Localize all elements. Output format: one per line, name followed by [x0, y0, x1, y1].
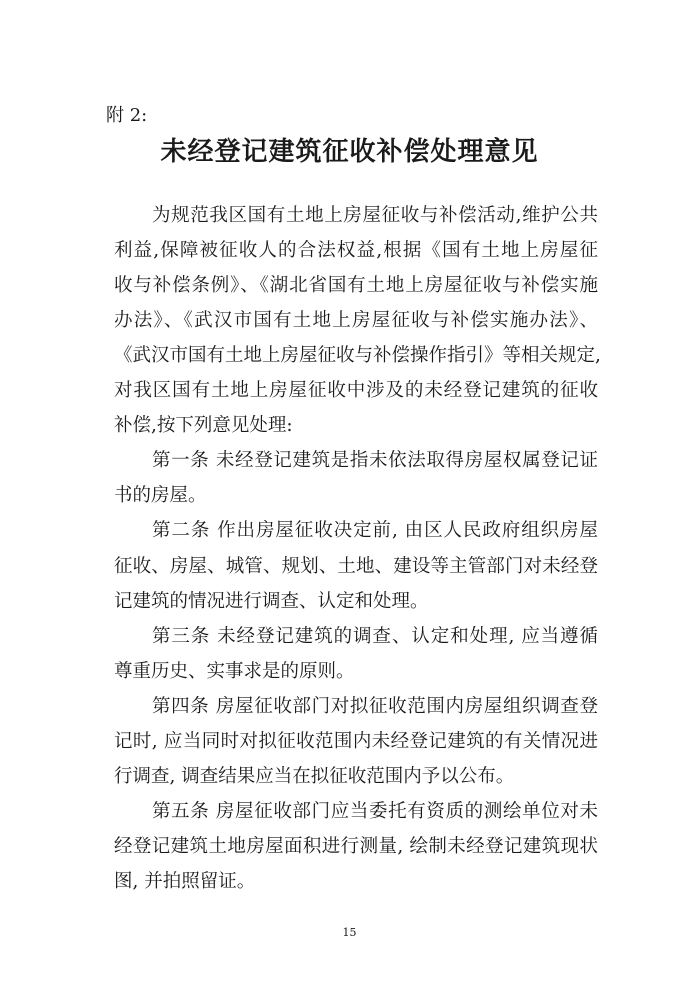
- paragraph-line: 第四条 房屋征收部门对拟征收范围内房屋组织调查登: [152, 696, 598, 717]
- paragraph-line: 尊重历史、实事求是的原则。: [114, 661, 355, 682]
- paragraph-line: 征收、房屋、城管、规划、土地、建设等主管部门对未经登: [114, 556, 598, 577]
- paragraph-line: 图, 并拍照留证。: [114, 871, 256, 892]
- paragraph-line: 《武汉市国有土地上房屋征收与补偿操作指引》等相关规定,: [114, 345, 601, 366]
- paragraph-line: 收与补偿条例》、《湖北省国有土地上房屋征收与补偿实施: [114, 275, 598, 296]
- paragraph-line: 对我区国有土地上房屋征收中涉及的未经登记建筑的征收: [114, 380, 598, 401]
- paragraph-line: 为规范我区国有土地上房屋征收与补偿活动,维护公共: [152, 205, 598, 226]
- paragraph-line: 记时, 应当同时对拟征收范围内未经登记建筑的有关情况进: [114, 731, 598, 752]
- paragraph-line: 补偿,按下列意见处理:: [114, 415, 293, 436]
- paragraph-line: 书的房屋。: [114, 485, 207, 506]
- paragraph-line: 记建筑的情况进行调查、认定和处理。: [114, 591, 429, 612]
- attachment-label: 附 2:: [106, 105, 148, 126]
- paragraph-line: 行调查, 调查结果应当在拟征收范围内予以公布。: [114, 766, 515, 787]
- paragraph-line: 第一条 未经登记建筑是指未依法取得房屋权属登记证: [152, 450, 598, 471]
- paragraph-line: 第三条 未经登记建筑的调查、认定和处理, 应当遵循: [152, 626, 598, 647]
- page-number: 15: [342, 926, 357, 939]
- document-title: 未经登记建筑征收补偿处理意见: [160, 137, 539, 167]
- paragraph-line: 利益,保障被征收人的合法权益,根据《国有土地上房屋征: [114, 240, 598, 261]
- paragraph-line: 第二条 作出房屋征收决定前, 由区人民政府组织房屋: [152, 520, 598, 541]
- paragraph-line: 办法》、《武汉市国有土地上房屋征收与补偿实施办法》、: [114, 310, 598, 331]
- paragraph-line: 经登记建筑土地房屋面积进行测量, 绘制未经登记建筑现状: [114, 836, 598, 857]
- paragraph-line: 第五条 房屋征收部门应当委托有资质的测绘单位对未: [152, 801, 598, 822]
